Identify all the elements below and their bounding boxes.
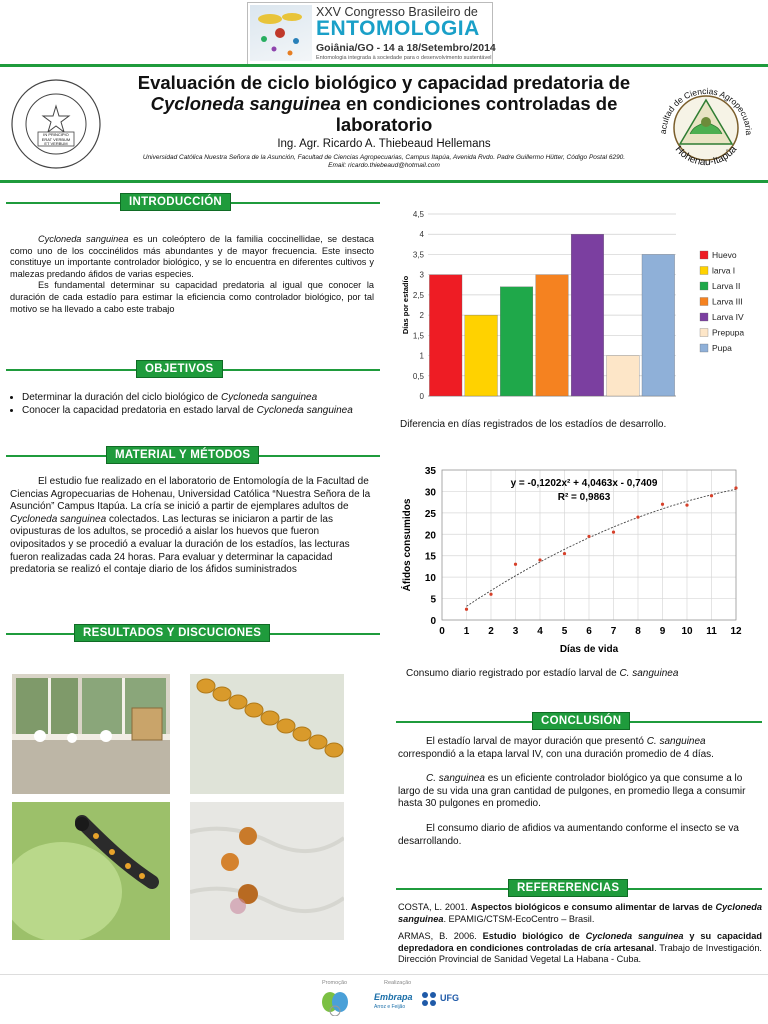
legend-swatch bbox=[700, 344, 708, 352]
objetivo-item bbox=[22, 392, 384, 405]
legend-label: Pupa bbox=[712, 343, 732, 353]
legend-swatch bbox=[700, 251, 708, 259]
y-tick-label: 15 bbox=[424, 551, 436, 563]
legend-label: Larva IV bbox=[712, 312, 744, 322]
data-point bbox=[710, 494, 713, 497]
intro-species: Cycloneda sanguinea bbox=[38, 234, 129, 244]
objetivo-1-species: Cycloneda sanguinea bbox=[221, 392, 318, 403]
conclusion-p2-rest: es un eficiente controlador biológico ya que consume a lo largo de su vida una gran cantidad de pulgones, en promedio llega a consumir hasta 30 pulgones en promedio. bbox=[398, 773, 746, 810]
title-line3: laboratorio bbox=[335, 114, 433, 135]
x-tick-label: 11 bbox=[706, 626, 717, 637]
data-point bbox=[612, 531, 615, 534]
data-point bbox=[514, 563, 517, 566]
intro-text bbox=[10, 234, 374, 315]
intro-p2: Es fundamental determinar su capacidad predatoria al igual que conocer la duración de cada estadío para estimar la eficiencia como controlador biológico, por tal motivo se ha llevado a cabo este trabajo bbox=[10, 280, 374, 314]
conclusion-p2-species: C. sanguinea bbox=[426, 773, 485, 785]
ref2-title-b: y su capacidad depredadora en condiciones controladas de cría artesanal bbox=[398, 931, 762, 953]
conclusion-p1-pre: El estadío larval de mayor duración que presentó bbox=[426, 736, 647, 747]
data-point bbox=[734, 486, 737, 489]
footer-promo-label: Promoção bbox=[322, 980, 348, 986]
ref1-rest: . EPAMIG/CTSM-EcoCentro – Brasil. bbox=[443, 913, 595, 924]
legend-swatch bbox=[700, 298, 708, 306]
x-tick-label: 6 bbox=[586, 626, 592, 637]
material-p1-a: El estudio fue realizado en el laboratorio de Entomología de la Facultad de Ciencias Agropecuarias de Hohenau, Universidad Católica “Nuestra Señora de la Asunción” Campus Itapúa. La cría se inició a partir de ejemplares adultos de bbox=[10, 476, 371, 513]
data-point bbox=[636, 516, 639, 519]
top-divider bbox=[0, 64, 768, 67]
seal-motto-1: IN PRINCIPIO bbox=[43, 132, 69, 137]
bar bbox=[607, 356, 640, 396]
eggs-photo bbox=[190, 674, 344, 794]
data-point bbox=[465, 608, 468, 611]
objetivos-list bbox=[6, 392, 384, 417]
conclusion-p1-rest: correspondió a la etapa larval IV, con una duración promedio de 4 días. bbox=[398, 748, 714, 760]
y-tick-label: 0,5 bbox=[412, 371, 424, 381]
title-species: Cycloneda sanguinea bbox=[150, 93, 341, 114]
bar bbox=[429, 275, 462, 396]
scatter-caption bbox=[406, 668, 678, 679]
bar bbox=[571, 234, 604, 396]
r-squared: R² = 0,9863 bbox=[557, 492, 611, 503]
y-tick-label: 1,5 bbox=[412, 331, 424, 341]
ufg-logo-text: UFG bbox=[440, 993, 459, 1003]
y-tick-label: 30 bbox=[424, 487, 436, 499]
seal-motto-2: ERAT VERBUM bbox=[41, 136, 71, 142]
x-tick-label: 7 bbox=[610, 626, 617, 637]
ref1-species: Cycloneda sanguinea bbox=[398, 902, 762, 924]
data-point bbox=[685, 504, 688, 507]
legend-label: Larva III bbox=[712, 296, 743, 307]
footer bbox=[0, 974, 768, 1024]
y-tick-label: 3,5 bbox=[412, 250, 424, 260]
ref1-title: Aspectos biológicos e consumo alimentar de larvas de bbox=[470, 902, 716, 912]
affiliation-text: Universidad Católica Nuestra Señora de la Asunción, Facultad de Ciencias Agropecuarias, Campus Itapúa, Avenida Rvdo. Padre Guillermo Hütter, Código Postal 6290. bbox=[142, 154, 626, 161]
material-p1-b: colectados. Las lecturas se iniciaron a partir de las ovipusturas de los adultos, se procedió a aislar los huevos que fueron ovipositados y se procedió a evaluar la duración de los estadíos, las lecturas fueron realizadas cada 24 horas. Para evaluar y determinar la capacidad predatoria se realizó el contaje diario de los áfidos suministrados bbox=[10, 513, 350, 576]
data-point bbox=[661, 503, 664, 506]
objetivo-2-text: Conocer la capacidad predatoria en estado larval de bbox=[22, 404, 257, 416]
banner-line2: ENTOMOLOGIA bbox=[316, 17, 480, 40]
y-tick-label: 20 bbox=[424, 530, 436, 542]
faculty-bottom-text: Hohenau-Itapúa bbox=[672, 144, 740, 169]
scatter-caption-species: C. sanguinea bbox=[619, 668, 679, 679]
bar bbox=[465, 315, 498, 396]
legend-label: Prepupa bbox=[712, 327, 745, 338]
y-tick-label: 0 bbox=[430, 616, 436, 627]
legend-label: Huevo bbox=[712, 250, 737, 260]
larva-photo bbox=[12, 802, 170, 940]
y-tick-label: 0 bbox=[419, 392, 424, 401]
title-line2 bbox=[110, 93, 658, 114]
x-tick-label: 9 bbox=[659, 626, 666, 637]
bar bbox=[500, 287, 533, 396]
ref2-author: ARMAS, B. 2006. bbox=[398, 931, 483, 942]
y-tick-label: 2,5 bbox=[412, 290, 424, 300]
scatter-chart-svg bbox=[398, 458, 762, 662]
ref2-rest: . Trabajo de Investigación. Dirección Provincial de Sanidad Vegetal La Habana - Cuba. bbox=[398, 942, 762, 965]
conclusion-p1-species: C. sanguinea bbox=[646, 736, 706, 747]
y-tick-label: 5 bbox=[430, 594, 436, 606]
legend-swatch bbox=[700, 313, 708, 321]
x-tick-label: 8 bbox=[635, 626, 641, 637]
title-line1: Evaluación de ciclo biológico y capacidad predatoria de bbox=[137, 72, 631, 93]
objetivo-2-species: Cycloneda sanguinea bbox=[256, 404, 353, 416]
x-tick-label: 12 bbox=[730, 626, 742, 637]
material-species: Cycloneda sanguinea bbox=[10, 513, 107, 525]
footer-real-label: Realização bbox=[384, 980, 412, 986]
author: Ing. Agr. Ricardo A. Thiebeaud Hellemans bbox=[277, 138, 491, 150]
y-axis-label: Áfidos consumidos bbox=[402, 498, 413, 592]
material-heading: MATERIAL Y MÉTODOS bbox=[106, 446, 259, 464]
objetivo-item bbox=[22, 405, 384, 418]
header-divider bbox=[0, 180, 768, 183]
x-tick-label: 5 bbox=[561, 626, 568, 637]
email: Email: ricardo.thiebeaud@hotmail.com bbox=[328, 162, 440, 169]
y-tick-label: 35 bbox=[424, 466, 436, 477]
material-text bbox=[10, 476, 372, 577]
references-list bbox=[398, 902, 762, 972]
intro-heading: INTRODUCCIÓN bbox=[120, 193, 231, 211]
x-tick-label: 4 bbox=[537, 626, 543, 637]
pupae-photo bbox=[190, 802, 344, 940]
trendline-equation: y = -0,1202x² + 4,0463x - 0,7409 bbox=[510, 478, 658, 489]
conclusion-heading: CONCLUSIÓN bbox=[532, 712, 630, 730]
affiliation bbox=[110, 154, 658, 170]
bar bbox=[536, 275, 569, 396]
legend-swatch bbox=[700, 329, 708, 337]
embrapa-sub: Arroz e Feijão bbox=[374, 1004, 406, 1010]
scatter-caption-text: Consumo diario registrado por estadío larval de bbox=[406, 668, 620, 679]
y-tick-label: 3 bbox=[419, 270, 424, 280]
poster-title bbox=[110, 72, 658, 135]
ref2-title-a: Estudio biológico de bbox=[482, 931, 586, 942]
x-axis-label: Días de vida bbox=[559, 644, 619, 655]
lab-photo bbox=[12, 674, 170, 794]
embrapa-logo: Embrapa bbox=[374, 992, 413, 1002]
referencias-heading: REFERERENCIAS bbox=[508, 879, 628, 897]
intro-p1: es un coleóptero de la familia coccinellidae, se destaca como uno de los coccinélidos más abundantes y de mayor frecuencia. Este insecto constituye un importante controlador biológico, y se lo encuentra en diferentes cultivos y malezas predando áfidos de varias especies. bbox=[10, 234, 374, 279]
objetivos-heading: OBJETIVOS bbox=[136, 360, 223, 378]
bar bbox=[642, 254, 675, 396]
x-tick-label: 10 bbox=[681, 626, 693, 637]
faculty-ring-text: acultad de Ciencias Agropecuaria bbox=[657, 85, 755, 136]
conclusion-text bbox=[398, 736, 756, 848]
banner-line3: Goiânia/GO - 14 a 18/Setembro/2014 bbox=[316, 42, 496, 54]
legend-swatch bbox=[700, 282, 708, 290]
seb-logo bbox=[318, 990, 352, 1016]
objetivo-1-text: Determinar la duración del ciclo biológico de bbox=[22, 392, 221, 403]
resultados-heading: RESULTADOS Y DISCUCIONES bbox=[74, 624, 270, 642]
faculty-logo bbox=[648, 72, 764, 176]
data-point bbox=[489, 593, 492, 596]
y-tick-label: 4 bbox=[419, 230, 424, 240]
x-tick-label: 0 bbox=[439, 626, 445, 637]
data-point bbox=[538, 558, 541, 561]
reference-item bbox=[398, 902, 762, 925]
banner-insect-illustration bbox=[250, 5, 312, 61]
ref2-species: Cycloneda sanguinea bbox=[585, 931, 684, 942]
x-tick-label: 2 bbox=[488, 626, 494, 637]
y-tick-label: 4,5 bbox=[412, 210, 424, 219]
university-seal bbox=[8, 78, 104, 170]
data-point bbox=[587, 535, 590, 538]
reference-item bbox=[398, 931, 762, 966]
trendline bbox=[467, 489, 737, 606]
banner-line1: XXV Congresso Brasileiro de bbox=[316, 5, 478, 19]
banner-line4: Entomologia integrada à sociedade para o desenvolvimento sustentável bbox=[316, 55, 492, 61]
bar-chart-caption: Diferencia en días registrados de los estadíos de desarrollo. bbox=[400, 419, 667, 430]
y-axis-label: Días por estadío bbox=[401, 275, 410, 335]
y-tick-label: 2 bbox=[419, 311, 424, 321]
bar-chart-svg bbox=[398, 206, 760, 406]
title-line2-rest: en condiciones controladas de bbox=[340, 93, 618, 114]
x-tick-label: 3 bbox=[512, 626, 519, 637]
y-tick-label: 10 bbox=[424, 573, 436, 585]
legend-label: larva I bbox=[712, 265, 736, 276]
x-tick-label: 1 bbox=[463, 626, 470, 637]
legend-swatch bbox=[700, 267, 708, 275]
y-tick-label: 1 bbox=[419, 351, 424, 361]
aphid-consumption-chart bbox=[398, 458, 762, 662]
stage-duration-chart bbox=[398, 206, 760, 406]
data-point bbox=[563, 552, 566, 555]
ref1-author: COSTA, L. 2001. bbox=[398, 902, 471, 912]
congress-banner bbox=[247, 2, 496, 66]
legend-label: Larva II bbox=[712, 281, 741, 291]
conclusion-p3: El consumo diario de afidios va aumentando conforme el insecto se va desarrollando. bbox=[398, 822, 739, 847]
seal-motto-3: ET VERBUM bbox=[44, 141, 68, 146]
ufg-logo-mark bbox=[420, 990, 438, 1010]
y-tick-label: 25 bbox=[424, 508, 436, 520]
